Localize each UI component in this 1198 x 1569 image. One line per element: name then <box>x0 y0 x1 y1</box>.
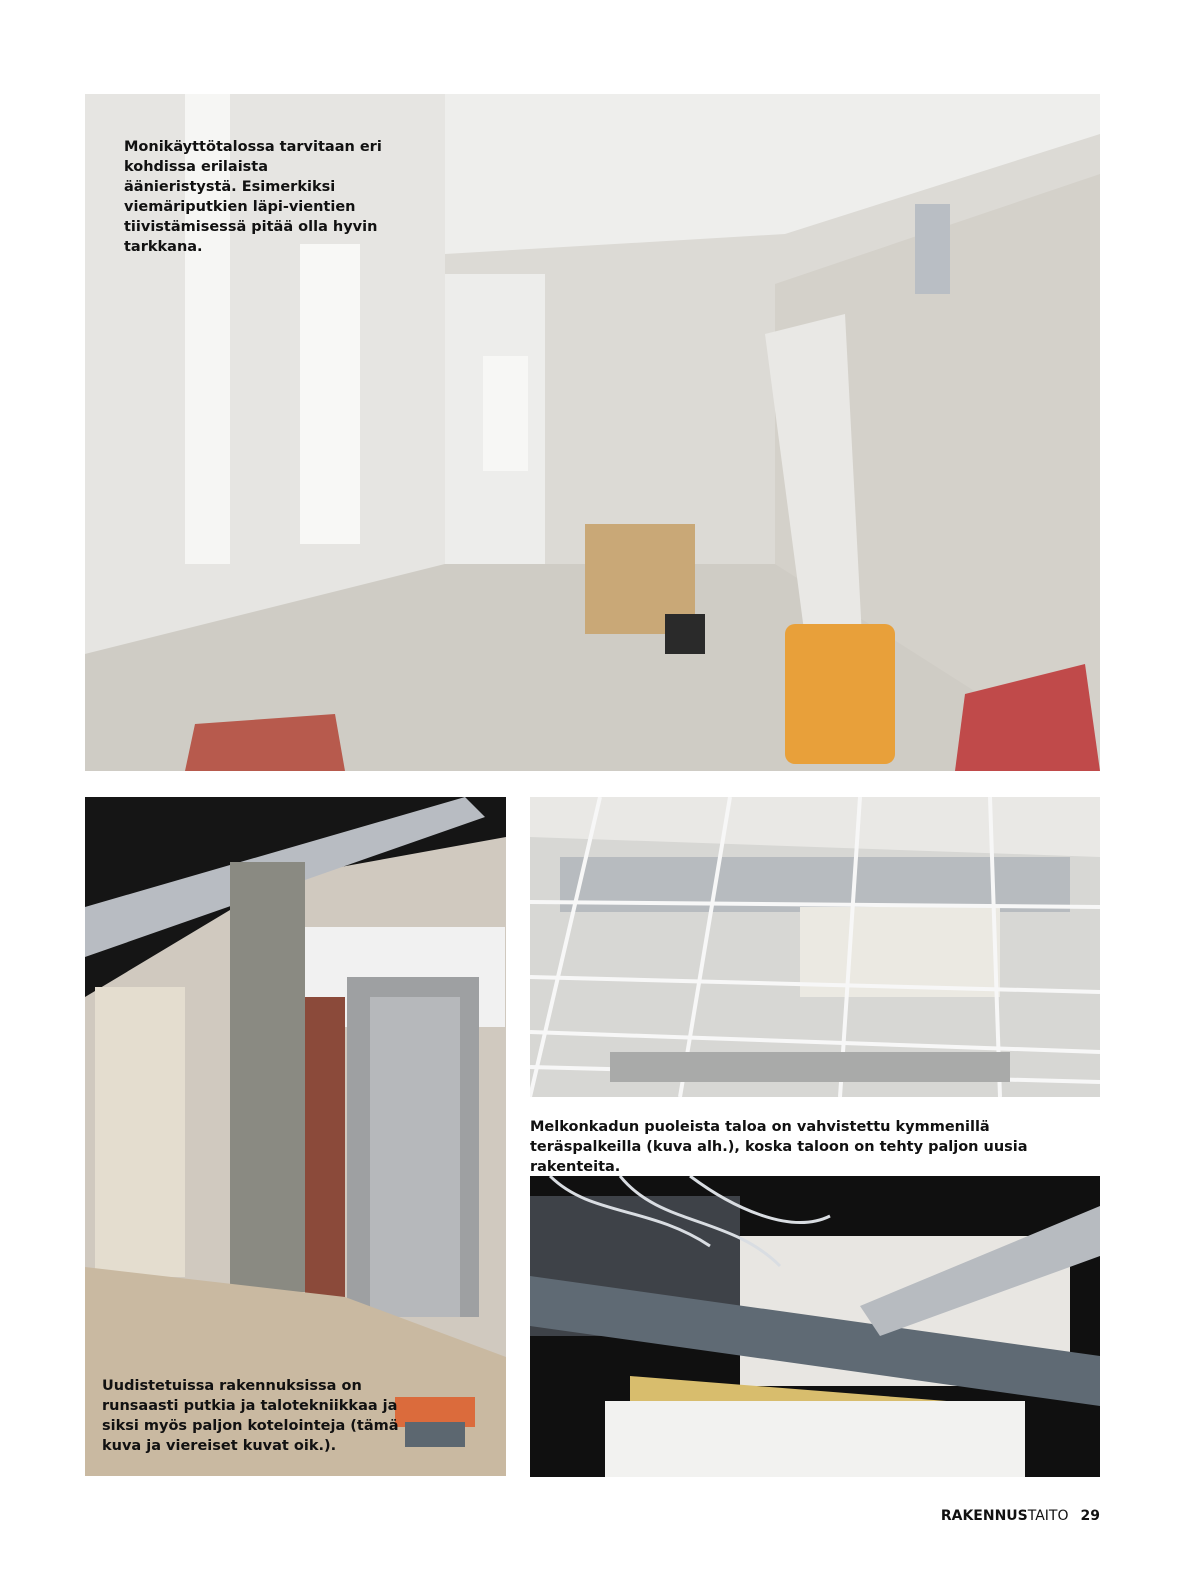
page-number: 29 <box>1080 1508 1100 1524</box>
photo-ceiling-grid <box>530 797 1100 1097</box>
caption-right-photos: Melkonkadun puoleista taloa on vahvistettu kymmenillä teräspalkeilla (kuva alh.), koska taloon on tehty paljon uusia rakenteita. <box>530 1119 1028 1175</box>
caption-top-photo: Monikäyttötalossa tarvitaan eri kohdissa erilaista äänieristystä. Esimerkiksi viemäriputkien läpi-vientien tiivistämisessä pitää olla hyvin tarkkana. <box>124 139 382 255</box>
photo-elevator-lobby <box>85 797 506 1476</box>
page-footer <box>941 1508 1100 1524</box>
caption-bottom-left-photo: Uudistetuissa rakennuksissa on runsaasti putkia ja talotekniikkaa ja siksi myös paljon kotelointeja (tämä kuva ja viereiset kuvat oik.). <box>102 1378 399 1454</box>
photo-steel-beam <box>530 1176 1100 1477</box>
magazine-brand-light: TAITO <box>1027 1508 1069 1524</box>
magazine-brand-bold: RAKENNUS <box>940 1508 1028 1524</box>
